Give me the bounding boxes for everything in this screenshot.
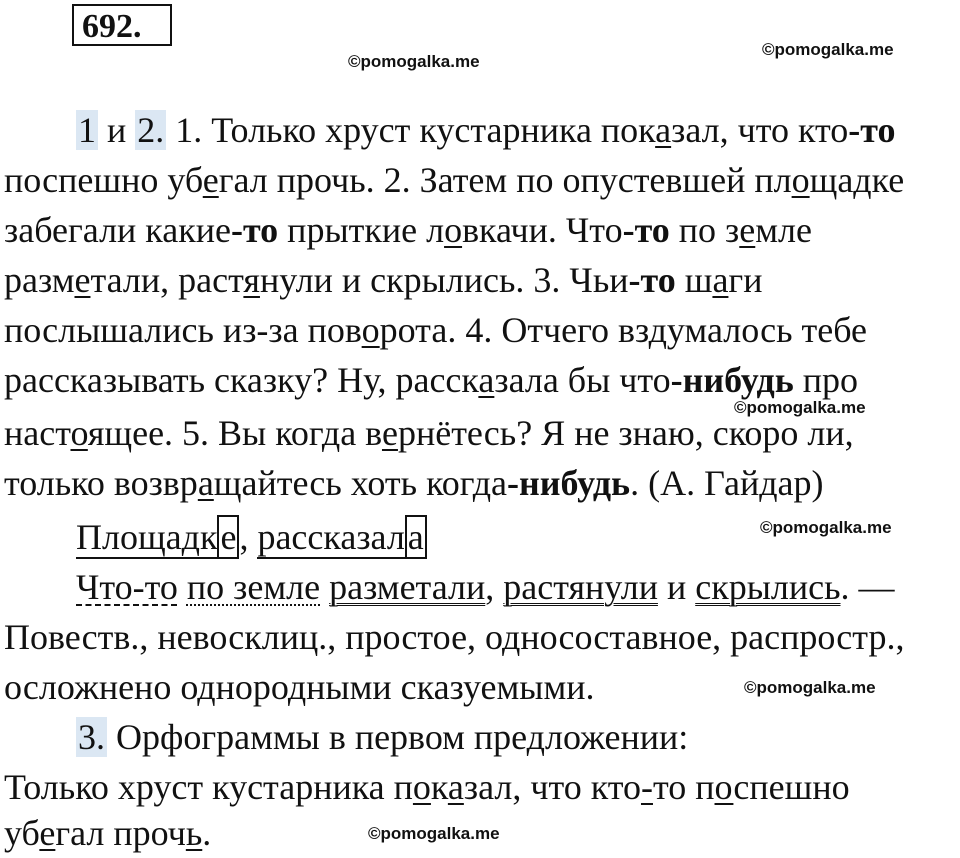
answer-marker-3: 3. [78,717,105,757]
syntax-analysis: Что-то по земле разметали, растянули и скрылись. — [76,567,895,607]
text-line: поспешно убегал прочь. 2. Затем по опустевшей площадке [4,160,905,200]
text-line: Только хруст кустарника показал, что кто-то поспешно [4,767,850,807]
word-stem: рассказал [257,517,405,557]
adverbial: по земле [186,567,321,607]
text-line: только возвращайтесь хоть когда-нибудь. (А. Гайдар) [4,463,824,503]
watermark: ©pomogalka.me [734,398,866,417]
predicate: скрылись [695,567,841,607]
text-line: убегал прочь. [4,813,212,853]
watermark: ©pomogalka.me [368,824,500,843]
morphemic-analysis: Площадке, рассказала [76,512,427,562]
answer-marker-2: 2. [137,110,165,150]
object: Что-то [76,567,178,607]
word-ending: е [217,515,239,559]
answer-marker-1: 1 [78,110,96,150]
watermark: ©pomogalka.me [348,52,480,71]
text-line: осложнено однородными сказуемыми. [4,667,595,707]
text-line: 3. Орфограммы в первом предложении: [78,717,689,757]
watermark: ©pomogalka.me [744,678,876,697]
watermark: ©pomogalka.me [762,40,894,59]
text-line: послышались из-за поворота. 4. Отчего вздумалось тебе [4,310,868,350]
text-line: забегали какие-то прыткие ловкачи. Что-то по земле [4,210,812,250]
task-number: 692. [72,4,172,46]
text-line: рассказывать сказку? Ну, рассказала бы что-нибудь про [4,360,859,400]
text-line: Повеств., невосклиц., простое, односоставное, распростр., [4,617,905,657]
text-line: настоящее. 5. Вы когда вернётесь? Я не знаю, скоро ли, [4,413,854,453]
predicate: растянули [503,567,658,607]
text-line: разметали, растянули и скрылись. 3. Чьи-то шаги [4,260,763,300]
text-line: 1 и 2. 1. Только хруст кустарника показал, что кто-то [78,110,896,150]
word-stem: Площадк [76,517,218,557]
word-ending: а [405,515,427,559]
watermark: ©pomogalka.me [760,518,892,537]
predicate: разметали [329,567,486,607]
